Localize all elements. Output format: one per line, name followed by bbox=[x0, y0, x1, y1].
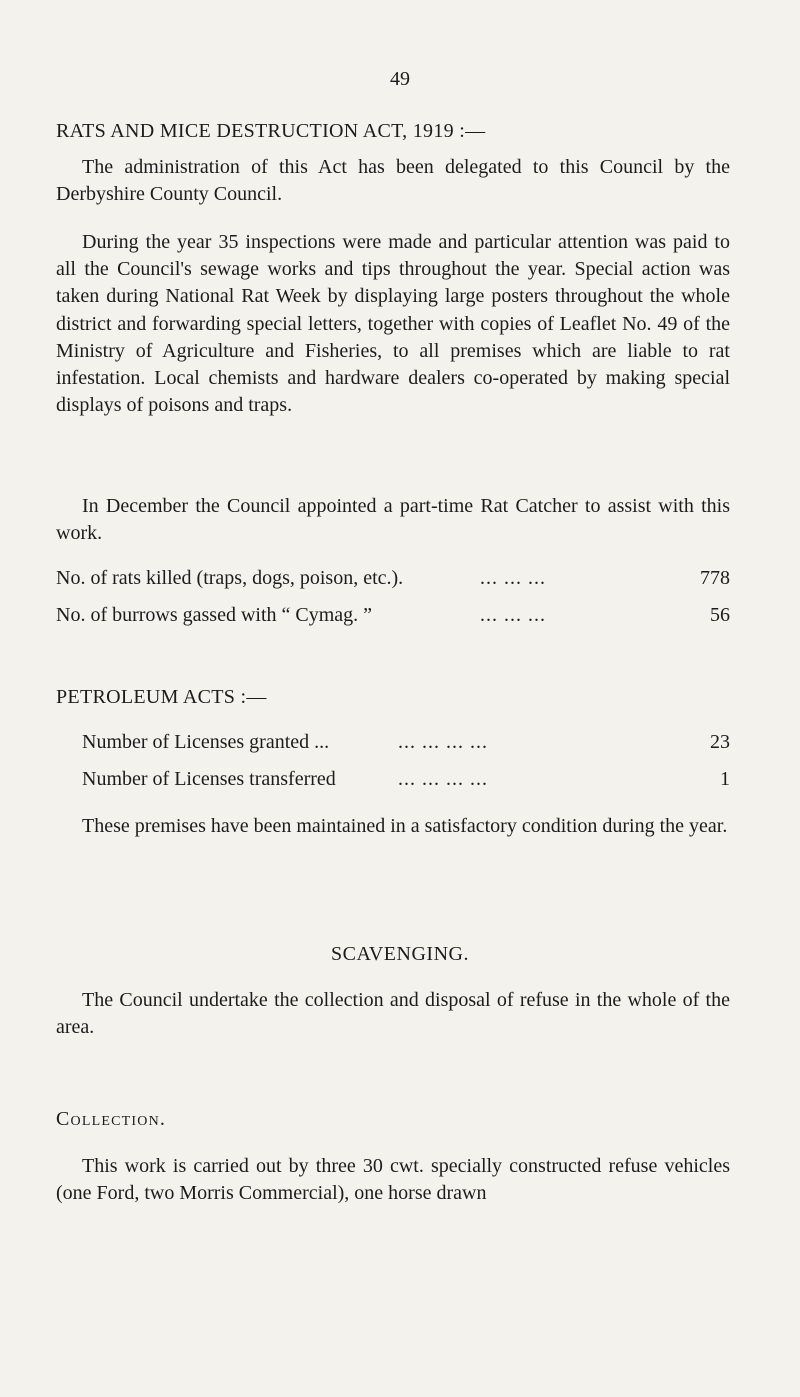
stat-row-licenses-granted bbox=[82, 731, 730, 759]
stat-label: Number of Licenses transferred bbox=[82, 768, 336, 790]
page-number: 49 bbox=[390, 68, 410, 90]
scavenging-heading: SCAVENGING. bbox=[331, 943, 469, 965]
stat-row-burrows-gassed bbox=[56, 604, 730, 632]
rats-paragraph-3: In December the Council appointed a part-time Rat Catcher to assist with this work. bbox=[56, 495, 730, 545]
stat-row-rats-killed bbox=[56, 567, 730, 595]
stat-row-licenses-transferred bbox=[82, 768, 730, 796]
stat-value: 1 bbox=[720, 768, 730, 790]
leader-dots: ... ... ... bbox=[480, 604, 546, 626]
stat-value: 23 bbox=[710, 731, 730, 753]
stat-label: No. of rats killed (traps, dogs, poison, etc.). bbox=[56, 567, 404, 589]
stat-value: 778 bbox=[700, 567, 730, 589]
leader-dots: ... ... ... ... bbox=[398, 731, 488, 753]
collection-heading: Collection. bbox=[56, 1108, 167, 1130]
rats-heading: RATS AND MICE DESTRUCTION ACT, 1919 :— bbox=[56, 120, 486, 142]
rats-paragraph-2: During the year 35 inspections were made and particular attention was paid to all the Council's sewage works and tips throughout the year. Special action was taken during National Rat Week by displaying large posters throughout the whole district and forwarding special letters, together with copies of Leaflet No. 49 of the Ministry of Agriculture and Fisheries, to all premises which are liable to rat infestation. Local chemists and hardware dealers co-operated by making special displays of poisons and traps. bbox=[56, 231, 730, 417]
petroleum-paragraph: These premises have been maintained in a satisfactory condition during the year. bbox=[82, 815, 728, 837]
stat-label: No. of burrows gassed with “ Cymag. ” bbox=[56, 604, 373, 626]
stat-label: Number of Licenses granted ... bbox=[82, 731, 330, 753]
collection-paragraph: This work is carried out by three 30 cwt. specially constructed refuse vehicles (one Ford, two Morris Commercial), one horse drawn bbox=[56, 1155, 730, 1205]
leader-dots: ... ... ... ... bbox=[398, 768, 488, 790]
petroleum-heading: PETROLEUM ACTS :— bbox=[56, 686, 267, 708]
scavenging-paragraph: The Council undertake the collection and disposal of refuse in the whole of the area. bbox=[56, 989, 730, 1039]
stat-value: 56 bbox=[710, 604, 730, 626]
leader-dots: ... ... ... bbox=[480, 567, 546, 589]
rats-paragraph-1: The administration of this Act has been delegated to this Council by the Derbyshire County Council. bbox=[56, 156, 730, 206]
